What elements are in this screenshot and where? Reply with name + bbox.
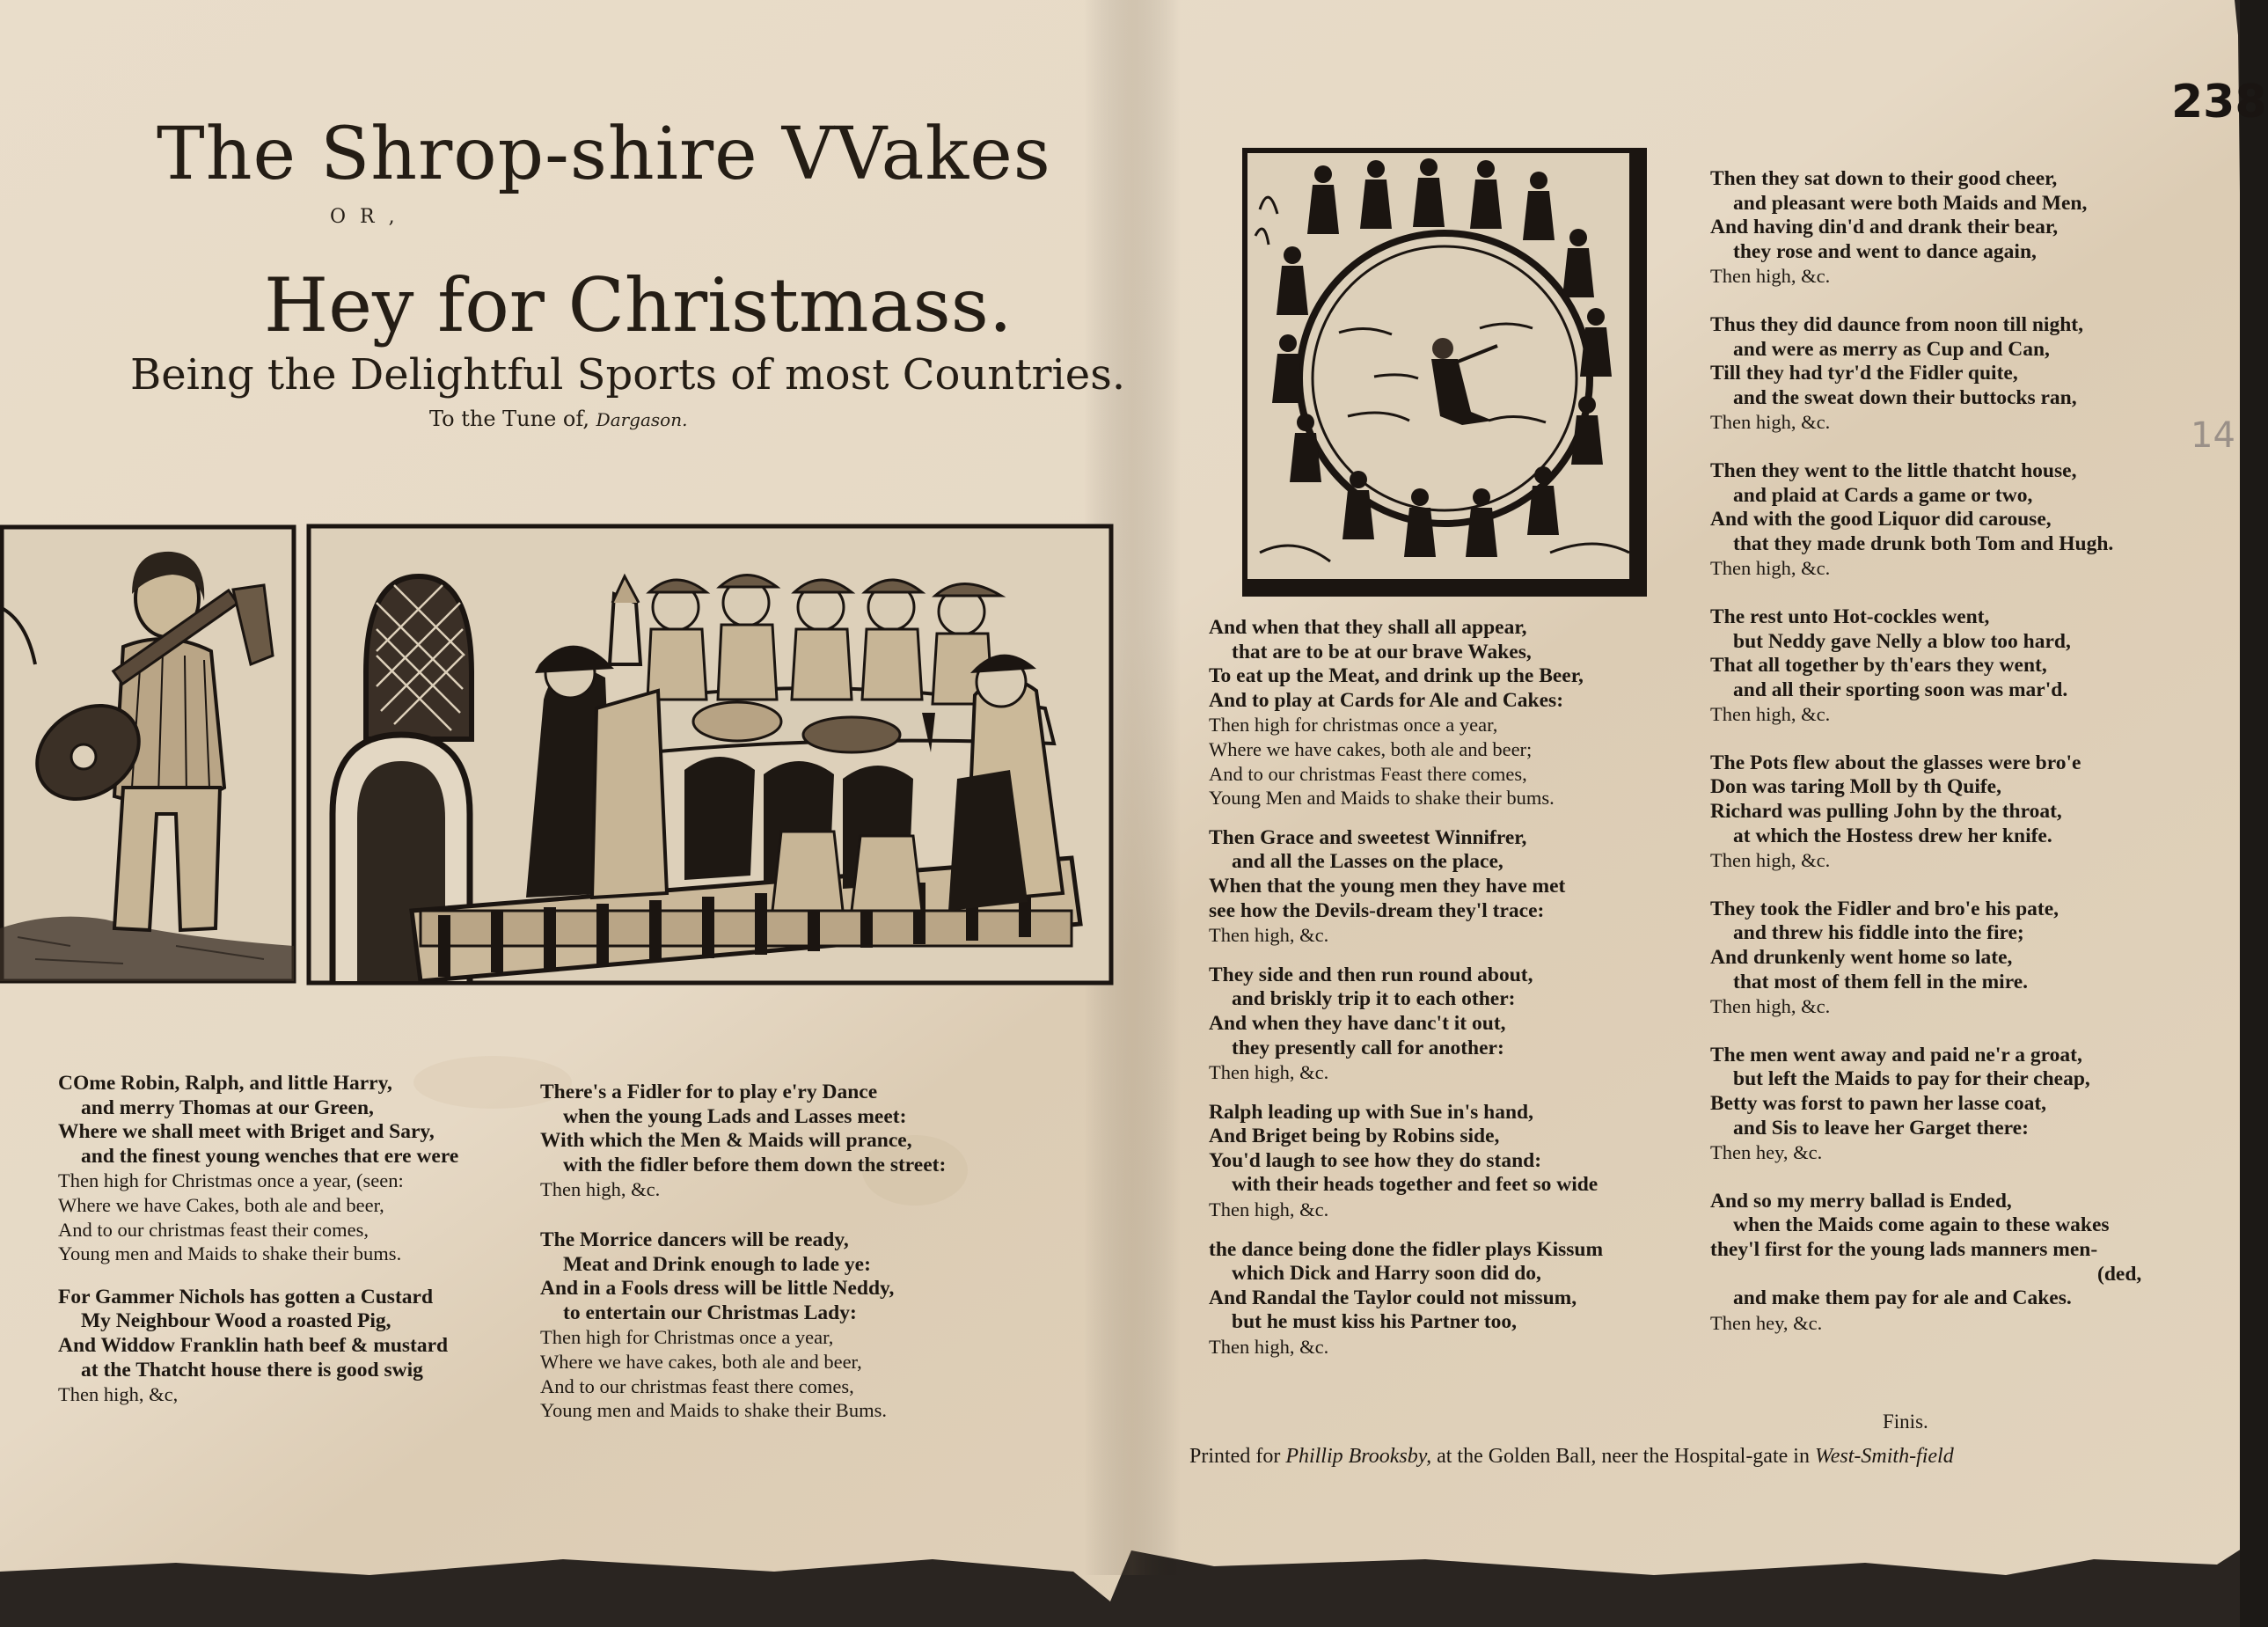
verse-line: Then they sat down to their good cheer, bbox=[1710, 167, 2058, 190]
verse-line: Then hey, &c. bbox=[1710, 1141, 1823, 1164]
verse-line: Then high, &c. bbox=[1710, 849, 1831, 872]
feast-woodcut bbox=[306, 524, 1114, 986]
verse-line: which Dick and Harry soon did do, bbox=[1232, 1262, 1541, 1286]
verse-line: and threw his fiddle into the fire; bbox=[1733, 921, 2024, 945]
verse-line: Thus they did daunce from noon till night, bbox=[1710, 312, 2083, 336]
verse-line: when the Maids come again to these wakes bbox=[1733, 1213, 2110, 1237]
verse-line: but he must kiss his Partner too, bbox=[1232, 1310, 1518, 1334]
verse-line: They took the Fidler and bro'e his pate, bbox=[1710, 897, 2059, 920]
verse-line: Where we have cakes, both ale and beer, bbox=[540, 1350, 862, 1373]
verse-line: and all the Lasses on the place, bbox=[1232, 850, 1503, 874]
verse-line: Young men and Maids to shake their Bums. bbox=[540, 1399, 887, 1422]
verse-line: And Briget being by Robins side, bbox=[1209, 1125, 1500, 1148]
imprint-place: West-Smith-field bbox=[1814, 1445, 1954, 1468]
verse-line: That all together by th'ears they went, bbox=[1710, 654, 2047, 678]
verse-line: Then Grace and sweetest Winnifrer, bbox=[1209, 825, 1527, 849]
ballad-description: Being the Delightful Sports of most Countries. bbox=[130, 350, 1126, 399]
verse-line: Then high, &c. bbox=[1209, 1198, 1329, 1221]
verse-line: Where we shall meet with Briget and Sary, bbox=[58, 1120, 435, 1144]
verse-line: Then high, &c. bbox=[1710, 557, 1831, 580]
musician-woodcut bbox=[0, 524, 297, 986]
verse-line: Young men and Maids to shake their bums. bbox=[58, 1242, 402, 1265]
verse-line: The rest unto Hot-cockles went, bbox=[1710, 605, 1990, 628]
ballad-subtitle: Hey for Christmass. bbox=[264, 262, 1013, 348]
verse-line: And to our christmas feast there comes, bbox=[540, 1374, 854, 1397]
tune-line bbox=[429, 407, 687, 431]
verse-line: They side and then run round about, bbox=[1209, 963, 1533, 986]
verse-line: And to our christmas feast their comes, bbox=[58, 1218, 369, 1241]
verse-line: Where we have cakes, both ale and beer; bbox=[1209, 737, 1533, 760]
verse-line: Then high, &c. bbox=[1209, 1061, 1329, 1084]
verse-line: Don was taring Moll by th Quife, bbox=[1710, 775, 2001, 799]
imprint-printer: Phillip Brooksby, bbox=[1285, 1445, 1432, 1468]
verse-line: Then high, &c. bbox=[1710, 265, 1831, 288]
verse-line: Then high, &c. bbox=[1710, 703, 1831, 726]
verse-line: with the fidler before them down the street: bbox=[563, 1153, 947, 1176]
finis: Finis. bbox=[1883, 1411, 1928, 1433]
verse-line: Then high for Christmas once a year, bbox=[540, 1326, 834, 1349]
verse-line: they presently call for another: bbox=[1232, 1036, 1504, 1059]
verse-line: at the Thatcht house there is good swig bbox=[81, 1358, 423, 1381]
verse-line: Meat and Drink enough to lade ye: bbox=[563, 1252, 871, 1276]
verse-line: Then high for Christmas once a year, (seen: bbox=[58, 1169, 404, 1192]
margin-number: 14 bbox=[2191, 415, 2235, 456]
verse-line: When that the young men they have met bbox=[1209, 874, 1566, 898]
verse-line: You'd laugh to see how they do stand: bbox=[1209, 1148, 1542, 1172]
verse-line: There's a Fidler for to play e'ry Dance bbox=[540, 1081, 878, 1103]
tune-prefix: To the Tune of, bbox=[429, 407, 590, 431]
verse-line: Then high, &c. bbox=[1710, 995, 1831, 1018]
verse-line: and make them pay for ale and Cakes. bbox=[1733, 1286, 2072, 1310]
verse-line: and briskly trip it to each other: bbox=[1232, 987, 1516, 1011]
verse-line: they rose and went to dance again, bbox=[1733, 239, 2037, 263]
ballad-title: The Shrop-shire VVakes bbox=[157, 113, 1051, 196]
verse-line: And to our christmas Feast there comes, bbox=[1209, 762, 1527, 785]
verse-line: The Morrice dancers will be ready, bbox=[540, 1228, 849, 1251]
verse-line: The Pots flew about the glasses were bro'e bbox=[1710, 751, 2081, 774]
verse-line: To eat up the Meat, and drink up the Beer, bbox=[1209, 664, 1584, 688]
verse-line: Then high, &c, bbox=[58, 1383, 179, 1406]
verse-line: Then high for christmas once a year, bbox=[1209, 714, 1498, 737]
verse-line: Then hey, &c. bbox=[1710, 1311, 1823, 1334]
imprint-line bbox=[1189, 1445, 1954, 1469]
verse-line: And with the good Liquor did carouse, bbox=[1710, 508, 2052, 531]
verse-line: the dance being done the fidler plays Kissum bbox=[1209, 1237, 1604, 1261]
verse-line: And when they have danc't it out, bbox=[1209, 1011, 1506, 1035]
verse-line: COme Robin, Ralph, and little Harry, bbox=[58, 1072, 392, 1095]
verse-line: that most of them fell in the mire. bbox=[1733, 970, 2029, 993]
title-or: OR, bbox=[330, 206, 409, 228]
verse-line: Richard was pulling John by the throat, bbox=[1710, 800, 2062, 824]
verse-line: Then they went to the little thatcht house, bbox=[1710, 458, 2077, 482]
verse-line: And in a Fools dress will be little Neddy, bbox=[540, 1277, 895, 1301]
verse-line: but left the Maids to pay for their cheap, bbox=[1733, 1067, 2090, 1091]
verse-line: And when that they shall all appear, bbox=[1209, 616, 1527, 639]
verse-line: they'l first for the young lads manners men- bbox=[1710, 1237, 2098, 1261]
verse-line: Till they had tyr'd the Fidler quite, bbox=[1710, 362, 2018, 385]
verse-line: and merry Thomas at our Green, bbox=[81, 1096, 374, 1119]
verse-line: And drunkenly went home so late, bbox=[1710, 946, 2013, 970]
verse-line: when the young Lads and Lasses meet: bbox=[563, 1104, 907, 1128]
verse-line: Then high, &c. bbox=[1209, 924, 1329, 947]
verse-line: and pleasant were both Maids and Men, bbox=[1733, 191, 2088, 215]
verse-line: Where we have Cakes, both ale and beer, bbox=[58, 1193, 384, 1216]
verse-line: And Randal the Taylor could not missum, bbox=[1209, 1286, 1577, 1309]
verse-column-2 bbox=[540, 1081, 946, 1423]
verse-line: but Neddy gave Nelly a blow too hard, bbox=[1733, 629, 2071, 653]
verse-line: that they made drunk both Tom and Hugh. bbox=[1733, 531, 2114, 555]
verse-line: Then high, &c. bbox=[540, 1178, 661, 1201]
page-number: 238 bbox=[2171, 76, 2267, 128]
verse-line: and the finest young wenches that ere were bbox=[81, 1144, 459, 1168]
verse-column-1 bbox=[58, 1072, 458, 1407]
verse-line: with their heads together and feet so wide bbox=[1232, 1173, 1599, 1197]
verse-line: And so my merry ballad is Ended, bbox=[1710, 1189, 2012, 1213]
verse-line: and all their sporting soon was mar'd. bbox=[1733, 678, 2068, 701]
verse-line: And Widdow Franklin hath beef & mustard bbox=[58, 1333, 449, 1357]
verse-line: Young Men and Maids to shake their bums. bbox=[1209, 787, 1555, 810]
verse-line: to entertain our Christmas Lady: bbox=[563, 1301, 857, 1324]
verse-column-3 bbox=[1209, 616, 1603, 1359]
verse-line: For Gammer Nichols has gotten a Custard bbox=[58, 1285, 434, 1308]
tune-name: Dargason. bbox=[596, 409, 688, 430]
imprint-prefix: Printed for bbox=[1189, 1445, 1281, 1468]
verse-line: see how the Devils-dream they'l trace: bbox=[1209, 898, 1545, 922]
verse-line: Ralph leading up with Sue in's hand, bbox=[1209, 1100, 1533, 1124]
verse-line: With which the Men & Maids will prance, bbox=[540, 1129, 912, 1153]
verse-line: My Neighbour Wood a roasted Pig, bbox=[81, 1309, 391, 1333]
verse-line: and the sweat down their buttocks ran, bbox=[1733, 385, 2077, 409]
verse-line: Then high, &c. bbox=[1710, 411, 1831, 434]
verse-line: And having din'd and drank their bear, bbox=[1710, 216, 2059, 239]
dance-woodcut bbox=[1242, 148, 1647, 597]
verse-line: and plaid at Cards a game or two, bbox=[1733, 483, 2033, 507]
verse-column-4 bbox=[1710, 167, 2141, 1335]
imprint-middle: at the Golden Ball, neer the Hospital-gate in bbox=[1437, 1445, 1810, 1468]
verse-line: And to play at Cards for Ale and Cakes: bbox=[1209, 688, 1564, 712]
verse-line: The men went away and paid ne'r a groat, bbox=[1710, 1043, 2082, 1066]
verse-line: and Sis to leave her Garget there: bbox=[1733, 1116, 2029, 1140]
verse-line: (ded, bbox=[2097, 1262, 2142, 1286]
verse-line: Then high, &c. bbox=[1209, 1336, 1329, 1359]
verse-line: at which the Hostess drew her knife. bbox=[1733, 824, 2052, 847]
verse-line: that are to be at our brave Wakes, bbox=[1232, 640, 1532, 663]
verse-line: Betty was forst to pawn her lasse coat, bbox=[1710, 1092, 2047, 1115]
verse-line: and were as merry as Cup and Can, bbox=[1733, 337, 2050, 361]
